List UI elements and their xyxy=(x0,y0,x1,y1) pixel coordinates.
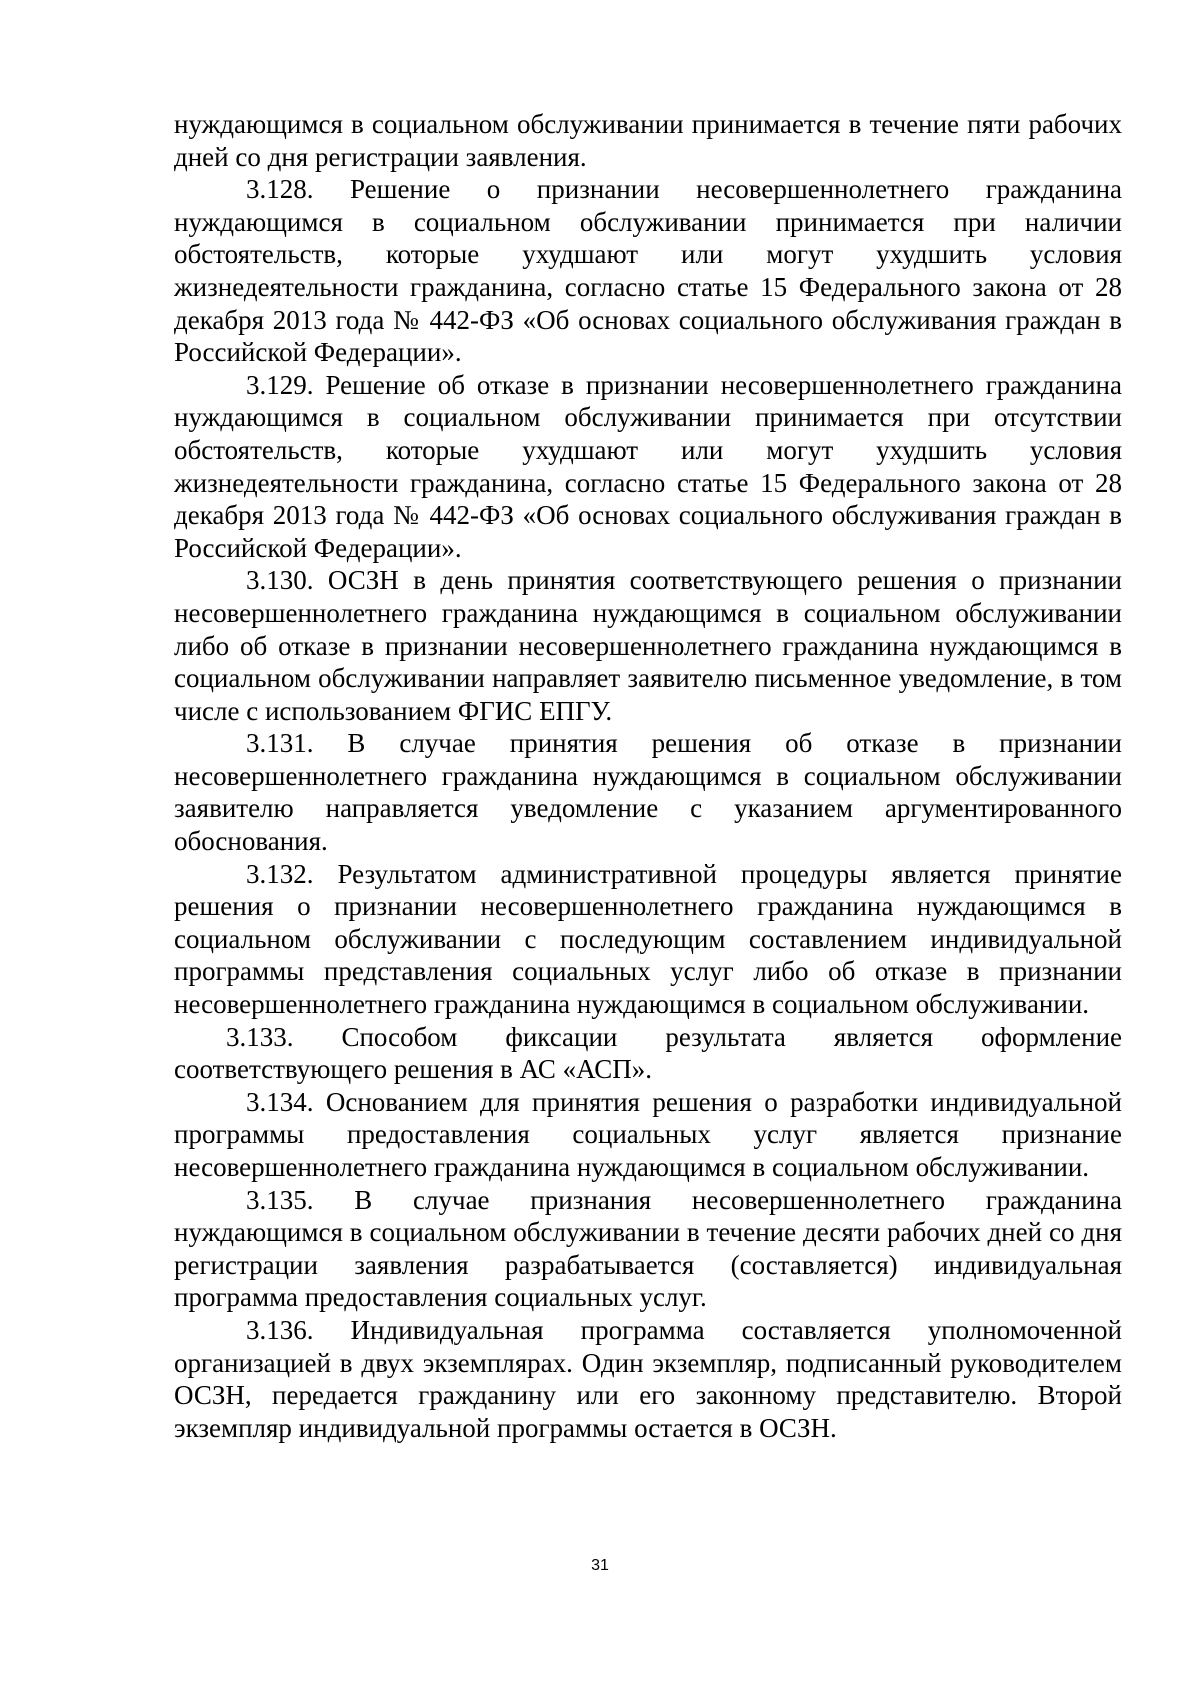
paragraph-3-135: 3.135. В случае признания несовершеннолетнего гражданина нуждающимся в социальном обслуживании в течение десяти рабочих дней со дня регистрации заявления разрабатывается (составляется) индивидуальная программа предоставления социальных услуг. xyxy=(174,1184,1122,1313)
paragraph-3-128: 3.128. Решение о признании несовершеннолетнего гражданина нуждающимся в социальном обслуживании принимается при наличии обстоятельств, которые ухудшают или могут ухудшить условия жизнедеятельности гражданина, согласно статье 15 Федерального закона от 28 декабря 2013 года № 442-ФЗ «Об основах социального обслуживания граждан в Российской Федерации». xyxy=(174,174,1122,368)
page-number: 31 xyxy=(591,1557,609,1574)
paragraph-3-130: 3.130. ОСЗН в день принятия соответствующего решения о признании несовершеннолетнего гражданина нуждающимся в социальном обслуживании либо об отказе в признании несовершеннолетнего гражданина нуждающимся в социальном обслуживании направляет заявителю письменное уведомление, в том числе с использованием ФГИС ЕПГУ. xyxy=(174,565,1122,726)
paragraph-continuation: нуждающимся в социальном обслуживании принимается в течение пяти рабочих дней со дня регистрации заявления. xyxy=(174,109,1122,172)
document-body xyxy=(174,108,1122,1444)
paragraph-3-133: 3.133. Способом фиксации результата является оформление соответствующего решения в АС «АСП». xyxy=(174,1021,1122,1085)
paragraph-3-132: 3.132. Результатом административной процедуры является принятие решения о признании несовершеннолетнего гражданина нуждающимся в социальном обслуживании с последующим составлением индивидуальной программы представления социальных услуг либо об отказе в признании несовершеннолетнего гражданина нуждающимся в социальном обслуживании. xyxy=(174,858,1122,1020)
paragraph-3-131: 3.131. В случае принятия решения об отказе в признании несовершеннолетнего гражданина нуждающимся в социальном обслуживании заявителю направляется уведомление с указанием аргументированного обоснования. xyxy=(174,728,1122,857)
paragraph-3-129: 3.129. Решение об отказе в признании несовершеннолетнего гражданина нуждающимся в социальном обслуживании принимается при отсутствии обстоятельств, которые ухудшают или могут ухудшить условия жизнедеятельности гражданина, согласно статье 15 Федерального закона от 28 декабря 2013 года № 442-ФЗ «Об основах социального обслуживания граждан в Российской Федерации». xyxy=(174,369,1122,563)
paragraph-3-136: 3.136. Индивидуальная программа составляется уполномоченной организацией в двух экземплярах. Один экземпляр, подписанный руководителем ОСЗН, передается гражданину или его законному представителю. Второй экземпляр индивидуальной программы остается в ОСЗН. xyxy=(174,1314,1122,1443)
paragraph-3-134: 3.134. Основанием для принятия решения о разработки индивидуальной программы предоставления социальных услуг является признание несовершеннолетнего гражданина нуждающимся в социальном обслуживании. xyxy=(174,1086,1122,1182)
